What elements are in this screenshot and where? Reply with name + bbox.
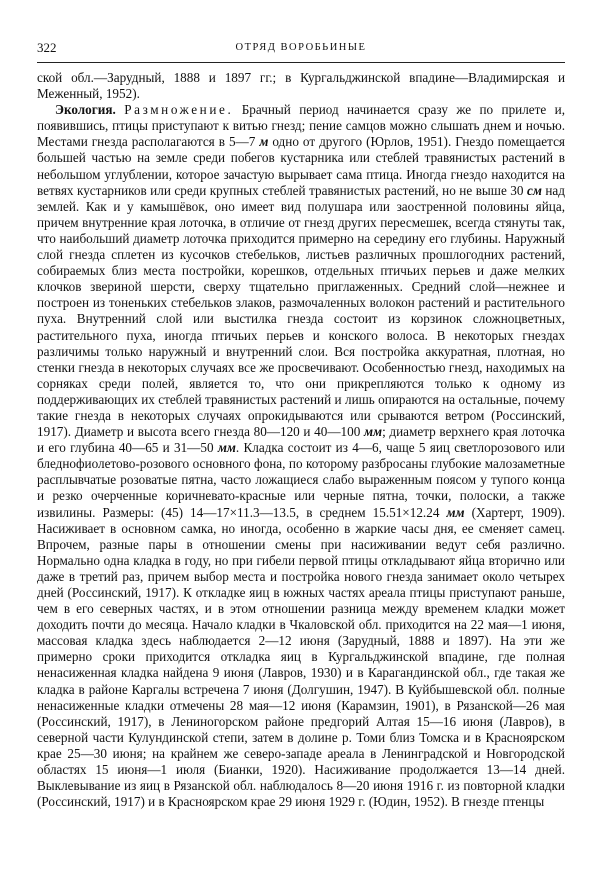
unit-label: мм (364, 424, 383, 440)
header-rule (37, 62, 565, 63)
reproduction-subheading: Размножение. (124, 102, 234, 118)
paragraph-text: (Хартерт, 1909). Насиживает в основном самка, но иногда, особенно в жаркие часы дня, ее сменяет самец. Впрочем, разные пары в отношении смены при насиживании ведут себя различно. Нормально одна кладка в году, но при гибели первой птицы откладывают яйца вторично или даже в третий раз, причем выбор места и постройка нового гнезда занимает около четырех дней (Россинский, 1917). К откладке яиц в южных частях ареала птицы приступают раньше, чем в его северных частях, и в этом отношении разница между временем кладки может доходить почти до месяца. Начало кладки в Чкаловской обл. приходится на 22 мая—1 июня, массовая кладка здесь наблюдается 2—12 июня (Зарудный, 1888 и 1897). На эти же примерно сроки приходится откладка яиц в Кургальджинской впадине, где полная ненасиженная кладка найдена 9 июня (Лавров, 1930) и в Карагандинской обл., где такая же кладка в районе Каргалы встречена 7 июня (Долгушин, 1947). В Куйбышевской обл. полные ненасиженные кладки отмечены 28 мая—12 июня (Карамзин, 1901), в Рязанской—26 мая (Россинский, 1917), в Лениногорском районе предгорий Алтая 15—16 июня (Лавров), в северной части Кулундинской степи, затем в долине р. Томи близ Томска и в Красноярском крае 25—30 июня; на крайнем же северо-западе ареала в Ленинградской и Новгородской областях 15 июня—1 июля (Бианки, 1920). Насиживание продолжается 13—14 дней. Выклевывание из яиц в Рязанской обл. наблюдалось 8—20 июня 1916 г. из повторной кладки (Россинский, 1917) и в Красноярском крае 29 июня 1929 г. (Юдин, 1952). В гнезде птенцы (37, 504, 565, 810)
paragraph-text: Брачный период начинается сразу же по прилете и, появившись, птицы приступают к витью гнезд; пение самцов можно слышать днем и ночью. Местами гнезда располагаются в 5—7 (37, 102, 566, 150)
unit-label: мм (217, 440, 236, 456)
unit-label: м (259, 134, 269, 150)
paragraph-text: ; диаметр верхнего края лоточка и его глубина 40—65 и 31—50 (37, 424, 565, 456)
paragraph-text: над землей. Как и у камышёвок, оно имеет вид полушара или заостренной половины яйца, причем внутренние края лоточка, в отличие от гнезд других пересмешек, всегда стянуты так, что наибольший диаметр лоточка приходится примерно на середину его глубины. Наружный слой гнезда сплетен из кусочков стебельков, листьев различных прошлогодних растений, собираемых близ места постройки, корешков, отдельных птичьих перьев и даже мелких клочков звериной шерсти, сверху тщательно приглаженных. Средний слой—нежнее и построен из тоненьких стебельков злаков, размочаленных волокон растений и растительного пуха. Внутренний слой или выстилка гнезда состоит из корзинок сложноцветных, растительного пуха, иногда птичьих перьев и конского волоса. В некоторых гнездах различимы только наружный и внутренний слои. Вся постройка аккуратная, плотная, но стенки гнезда в некоторых случаях все же просвечивают. Особенностью гнезд, находимых на сорняках среди полей, является то, что они прикрепляются только к одному из поддерживающих их стеблей травянистых растений и лишь опираются на остальные, почему такие гнезда в некоторых случаях опрокидываются или срываются ветром (Россинский, 1917). Диаметр и высота всего гнезда 80—120 и 40—100 (37, 182, 565, 440)
paragraph-text: . Кладка состоит из 4—6, чаще 5 яиц светлорозового или бледнофиолетово-розового основного фона, по которому разбросаны глубокие малозаметные расплывчатые розоватые пятна, часто ложащиеся слабо выраженным поясом у тупого конца и резко очерченные коричневато-красные или черные пятна, точки, полоски, а также извилины. Размеры: (45) 14—17×11.3—13.5, в среднем 15.51×12.24 (37, 440, 565, 520)
paragraph-continuation: ской обл.—Зарудный, 1888 и 1897 гг.; в Кургальджинской впадине—Владимирская и Меженный, 1952). (37, 70, 565, 102)
body-text (37, 70, 565, 810)
unit-label: см (526, 182, 542, 198)
paragraph-ecology (37, 102, 565, 810)
ecology-heading: Экология. (55, 102, 116, 118)
running-head (37, 38, 565, 58)
paragraph-text: одно от другого (Юрлов, 1951). Гнездо помещается большей частью на земле среди побегов кустарника или стеблей травянистых растений в небольшом углублении, которое зачастую вырывает сама птица. Иногда гнездо находится на ветвях кустарников или среди крупных стеблей травянистых растений, но не выше 30 (37, 134, 565, 198)
page-number: 322 (37, 40, 57, 55)
unit-label: мм (446, 504, 465, 520)
section-title: ОТРЯД ВОРОБЬИНЫЕ (235, 42, 367, 53)
